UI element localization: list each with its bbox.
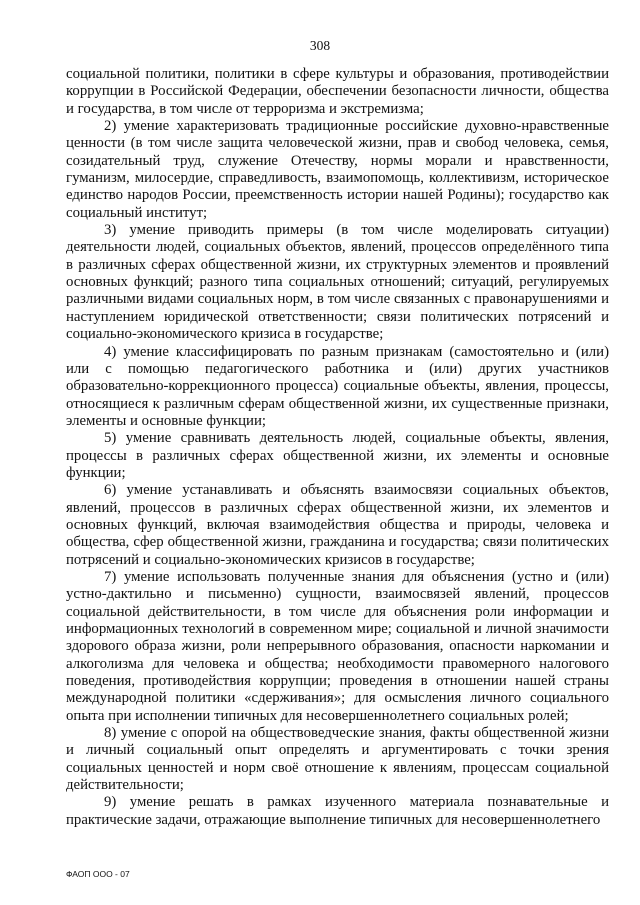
page-number: 308 bbox=[309, 38, 331, 53]
paragraph-item-5: 5) умение сравнивать деятельность людей, социальные объекты, явления, процессы в различных сферах общественной жизни, их элементы и основные функции; bbox=[66, 430, 609, 481]
paragraph-item-3: 3) умение приводить примеры (в том числе моделировать ситуации) деятельности людей, социальных объектов, явлений, процессов определённого типа в различных сферах общественной жизни, их структурных элементов и проявлений основных функций; разного типа социальных отношений; ситуаций, регулируемых различными видами социальных норм, в том числе связанных с правонарушениями и наступлением юридической ответственности; связи политических потрясений и социально-экономического кризиса в государстве; bbox=[66, 222, 609, 343]
paragraph-item-9: 9) умение решать в рамках изученного материала познавательные и практические задачи, отражающие выполнение типичных для несовершеннолетнего bbox=[66, 794, 609, 828]
document-footer-code: ФАОП ООО - 07 bbox=[66, 869, 130, 879]
document-body bbox=[66, 66, 609, 829]
paragraph-continuation: социальной политики, политики в сфере культуры и образования, противодействии коррупции в Российской Федерации, обеспечении безопасности личности, общества и государства, в том числе от терроризма и экстремизма; bbox=[66, 66, 609, 117]
paragraph-item-2: 2) умение характеризовать традиционные российские духовно-нравственные ценности (в том числе защита человеческой жизни, прав и свобод человека, семья, созидательный труд, служение Отечеству, нормы морали и нравственности, гуманизм, милосердие, справедливость, взаимопомощь, коллективизм, историческое единство народов России, преемственность истории нашей Родины); государство как социальный институт; bbox=[66, 118, 609, 221]
paragraph-item-6: 6) умение устанавливать и объяснять взаимосвязи социальных объектов, явлений, процессов в различных сферах общественной жизни, их элементов и основных функций, включая взаимодействия общества и природы, человека и общества, сфер общественной жизни, гражданина и государства; связи политических потрясений и социально-экономических кризисов в государстве; bbox=[66, 482, 609, 568]
paragraph-item-8: 8) умение с опорой на обществоведческие знания, факты общественной жизни и личный социальный опыт определять и аргументировать с точки зрения социальных ценностей и норм своё отношение к явлениям, процессам социальной действительности; bbox=[66, 725, 609, 794]
paragraph-item-7: 7) умение использовать полученные знания для объяснения (устно и (или) устно-дактильно и письменно) сущности, взаимосвязей явлений, процессов социальной действительности, в том числе для объяснения роли информации и информационных технологий в современном мире; социальной и личной значимости здорового образа жизни, роли непрерывного образования, опасности наркомании и алкоголизма для человека и общества; необходимости правомерного налогового поведения, противодействия коррупции; проведения в отношении нашей страны международной политики «сдерживания»; для осмысления личного социального опыта при исполнении типичных для несовершеннолетнего социальных ролей; bbox=[66, 568, 609, 724]
paragraph-item-4: 4) умение классифицировать по разным признакам (самостоятельно и (или) или с помощью педагогического работника и (или) других участников образовательно-коррекционного процесса) социальные объекты, явления, процессы, относящиеся к различным сферам общественной жизни, их существенные признаки, элементы и основные функции; bbox=[66, 343, 609, 429]
